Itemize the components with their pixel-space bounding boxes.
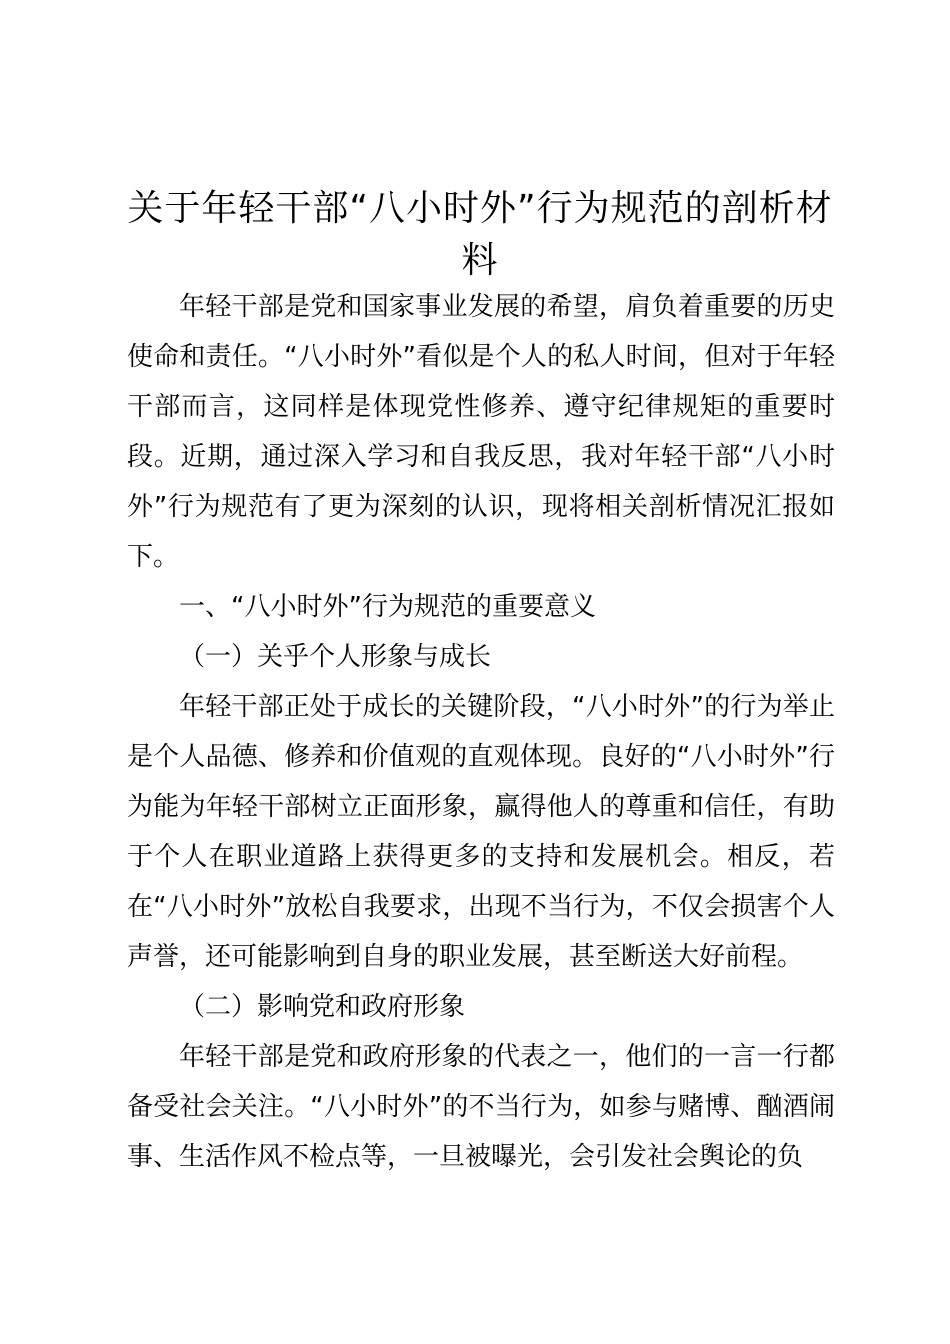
- intro-paragraph: 年轻干部是党和国家事业发展的希望，肩负着重要的历史使命和责任。“八小时外”看似是个人的私人时间，但对于年轻干部而言，这同样是体现党性修养、遵守纪律规矩的重要时段。近期，通过深入学习和自我反思，我对年轻干部“八小时外”行为规范有了更为深刻的认识，现将相关剖析情况汇报如下。: [127, 292, 835, 572]
- subsection-heading-2: （二）影响党和政府形象: [179, 992, 466, 1022]
- document-title: 关于年轻干部“八小时外”行为规范的剖析材料: [127, 188, 833, 281]
- section-heading-1: 一、“八小时外”行为规范的重要意义: [179, 592, 596, 622]
- document-body: [127, 282, 835, 1182]
- body-paragraph-2: 年轻干部是党和政府形象的代表之一，他们的一言一行都备受社会关注。“八小时外”的不当行为，如参与赌博、酗酒闹事、生活作风不检点等，一旦被曝光，会引发社会舆论的负: [127, 1042, 835, 1172]
- body-paragraph-1: 年轻干部正处于成长的关键阶段，“八小时外”的行为举止是个人品德、修养和价值观的直观体现。良好的“八小时外”行为能为年轻干部树立正面形象，赢得他人的尊重和信任，有助于个人在职业道路上获得更多的支持和发展机会。相反，若在“八小时外”放松自我要求，出现不当行为，不仅会损害个人声誉，还可能影响到自身的职业发展，甚至断送大好前程。: [127, 692, 835, 972]
- subsection-heading-1: （一）关乎个人形象与成长: [179, 642, 492, 672]
